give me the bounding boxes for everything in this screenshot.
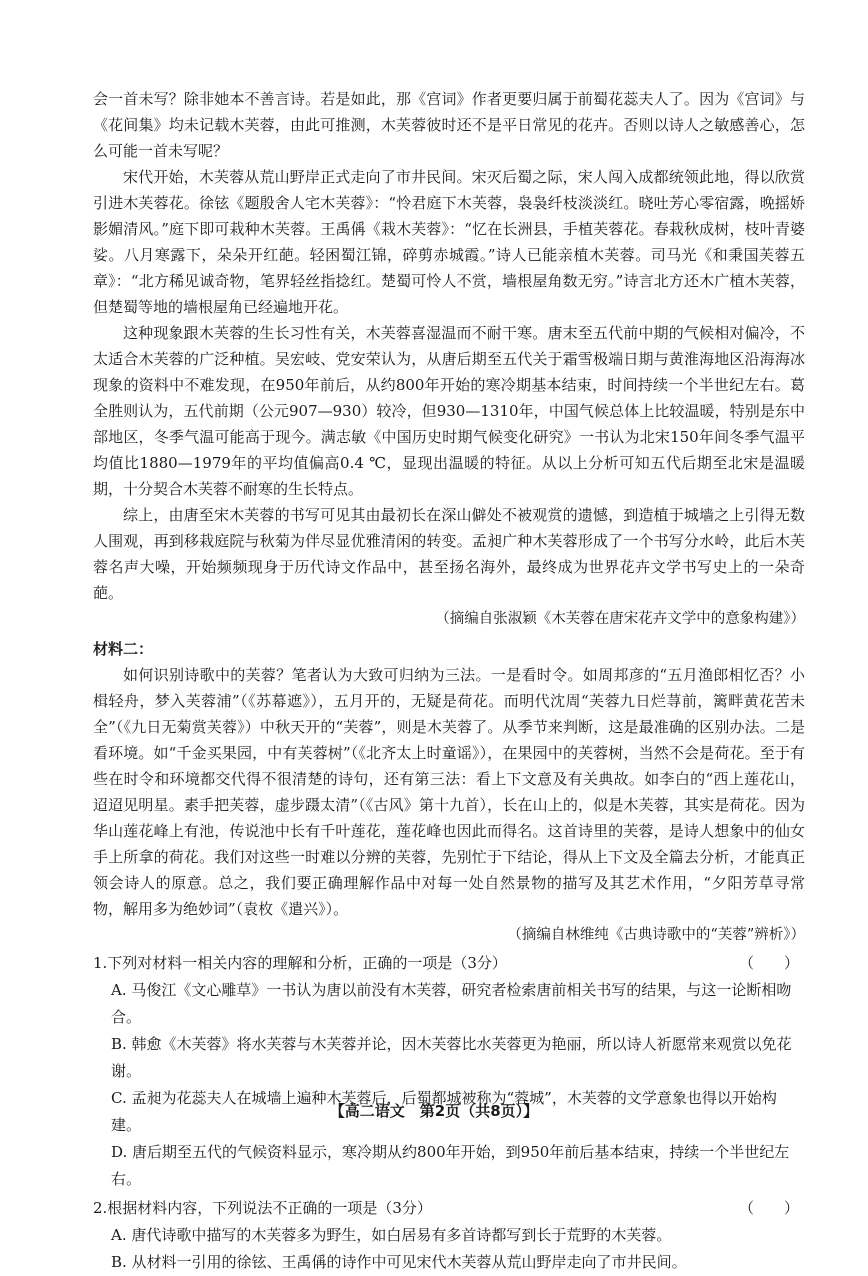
question-1-option-b: B. 韩愈《木芙蓉》将水芙蓉与木芙蓉并论，因木芙蓉比水芙蓉更为艳丽，所以诗人祈愿常来观赏以免花谢。 [111,1035,792,1080]
page-content [93,86,805,1276]
material2-heading: 材料二： [93,640,154,658]
material1-paragraph-2: 宋代开始，木芙蓉从荒山野岸正式走向了市井民间。宋灭后蜀之际，宋人闯入成都统领此地，得以欣赏引进木芙蓉花。徐铉《题殷舍人宅木芙蓉》：“怜君庭下木芙蓉，袅袅纤枝淡淡红。晓吐芳心零宿露，晚摇娇影媚清风。”庭下即可栽种木芙蓉。王禹偁《栽木芙蓉》：“忆在长洲县，手植芙蓉花。春栽秋成树，枝叶青婆娑。八月寒露下，朵朵开红葩。轻困蜀江锦，碎剪赤城霞。”诗人已能亲植木芙蓉。司马光《和秉国芙蓉五章》：“北方稀见诚奇物，笔界轻丝指捻红。楚蜀可怜人不赏，墙根屋角数无穷。”诗言北方还木广植木芙蓉，但楚蜀等地的墙根屋角已经遍地开花。 [93,168,805,316]
material1-source: （摘编自张淑颖《木芙蓉在唐宋花卉文学中的意象构建》） [435,611,805,627]
material2-source: （摘编自林维纯《古典诗歌中的“芙蓉”辨析》） [507,927,805,943]
question-1 [93,950,805,1193]
question-1-option-c: C. 孟昶为花蕊夫人在城墙上遍种木芙蓉后，后蜀都城被称为“蓉城”，木芙蓉的文学意象也得以开始构建。 [111,1089,777,1134]
material1-paragraph-4: 综上，由唐至宋木芙蓉的书写可见其由最初长在深山僻处不被观赏的遗憾，到造植于城墙之上引得无数人围观，再到移栽庭院与秋菊为伴尽显优雅清闲的转变。孟昶广种木芙蓉形成了一个书写分水岭，此后木芙蓉名声大噪，开始频频现身于历代诗文作品中，甚至扬名海外，最终成为世界花卉文学书写史上的一朵奇葩。 [93,506,805,602]
question-1-option-a: A. 马俊江《文心雕草》一书认为唐以前没有木芙蓉，研究者检索唐前相关书写的结果，与这一论断相吻合。 [111,981,792,1026]
material1-paragraph-3: 这种现象跟木芙蓉的生长习性有关，木芙蓉喜湿温而不耐干寒。唐末至五代前中期的气候相对偏冷，不太适合木芙蓉的广泛种植。吴宏岐、党安荣认为，从唐后期至五代关于霜雪极端日期与黄淮海地区沿海海冰现象的资料中不难发现，在950年前后，从约800年开始的寒冷期基本结束，时间持续一个半世纪左右。葛全胜则认为，五代前期（公元907—930）较冷，但930—1310年，中国气候总体上比较温暖，特别是东中部地区，冬季气温可能高于现今。满志敏《中国历史时期气候变化研究》一书认为北宋150年间冬季气温平均值比1880—1979年的平均值偏高0.4 ℃，显现出温暖的特征。从以上分析可知五代后期至北宋是温暖期，十分契合木芙蓉不耐寒的生长特点。 [93,324,805,498]
question-2-option-b: B. 从材料一引用的徐铉、王禹偁的诗作中可见宋代木芙蓉从荒山野岸走向了市井民间。 [111,1253,687,1271]
question-2-option-a: A. 唐代诗歌中描写的木芙蓉多为野生，如白居易有多首诗都写到长于荒野的木芙蓉。 [111,1226,672,1244]
question-2 [93,1195,805,1276]
question-1-answer-blank: （ ） [738,954,799,972]
question-1-option-d: D. 唐后期至五代的气候资料显示，寒冷期从约800年开始，到950年前后基本结束，持续一个半世纪左右。 [111,1143,790,1188]
material1-paragraph-1: 会一首未写？除非她本不善言诗。若是如此，那《宫词》作者更要归属于前蜀花蕊夫人了。因为《宫词》与《花间集》均未记载木芙蓉，由此可推测，木芙蓉彼时还不是平日常见的花卉。否则以诗人之敏感善心，怎么可能一首未写呢？ [93,90,805,160]
material2-paragraph: 如何识别诗歌中的芙蓉？笔者认为大致可归纳为三法。一是看时令。如周邦彦的“五月渔郎相忆否？小楫轻舟，梦入芙蓉浦”（《苏幕遮》），五月开的，无疑是荷花。而明代沈周“芙蓉九日烂荨前，篱畔黄花苦未全”（《九日无菊赏芙蓉》）中秋天开的“芙蓉”，则是木芙蓉了。从季节来判断，这是最准确的区别办法。二是看环境。如“千金买果园，中有芙蓉树”（《北齐太上时童谣》），在果园中的芙蓉树，当然不会是荷花。至于有些在时令和环境都交代得不很清楚的诗句，还有第三法：看上下文意及有关典故。如李白的“西上莲花山，迢迢见明星。素手把芙蓉，虚步蹑太清”（《古风》第十九首），长在山上的，似是木芙蓉，其实是荷花。因为华山莲花峰上有池，传说池中长有千叶莲花，莲花峰也因此而得名。这首诗里的芙蓉，是诗人想象中的仙女手上所拿的荷花。我们对这些一时难以分辨的芙蓉，先别忙于下结论，得从上下文及全篇去分析，才能真正领会诗人的原意。总之，我们要正确理解作品中对每一处自然景物的描写及其艺术作用，“夕阳芳草寻常物，解用多为绝妙词”（袁枚《遣兴》）。 [93,666,805,918]
page-footer: 【高二语文 第2页（共8页）】 [329,1102,539,1120]
question-2-stem: 2.根据材料内容，下列说法不正确的一项是（3分） [93,1199,432,1217]
question-2-answer-blank: （ ） [738,1199,799,1217]
question-1-stem: 1.下列对材料一相关内容的理解和分析，正确的一项是（3分） [93,954,507,972]
